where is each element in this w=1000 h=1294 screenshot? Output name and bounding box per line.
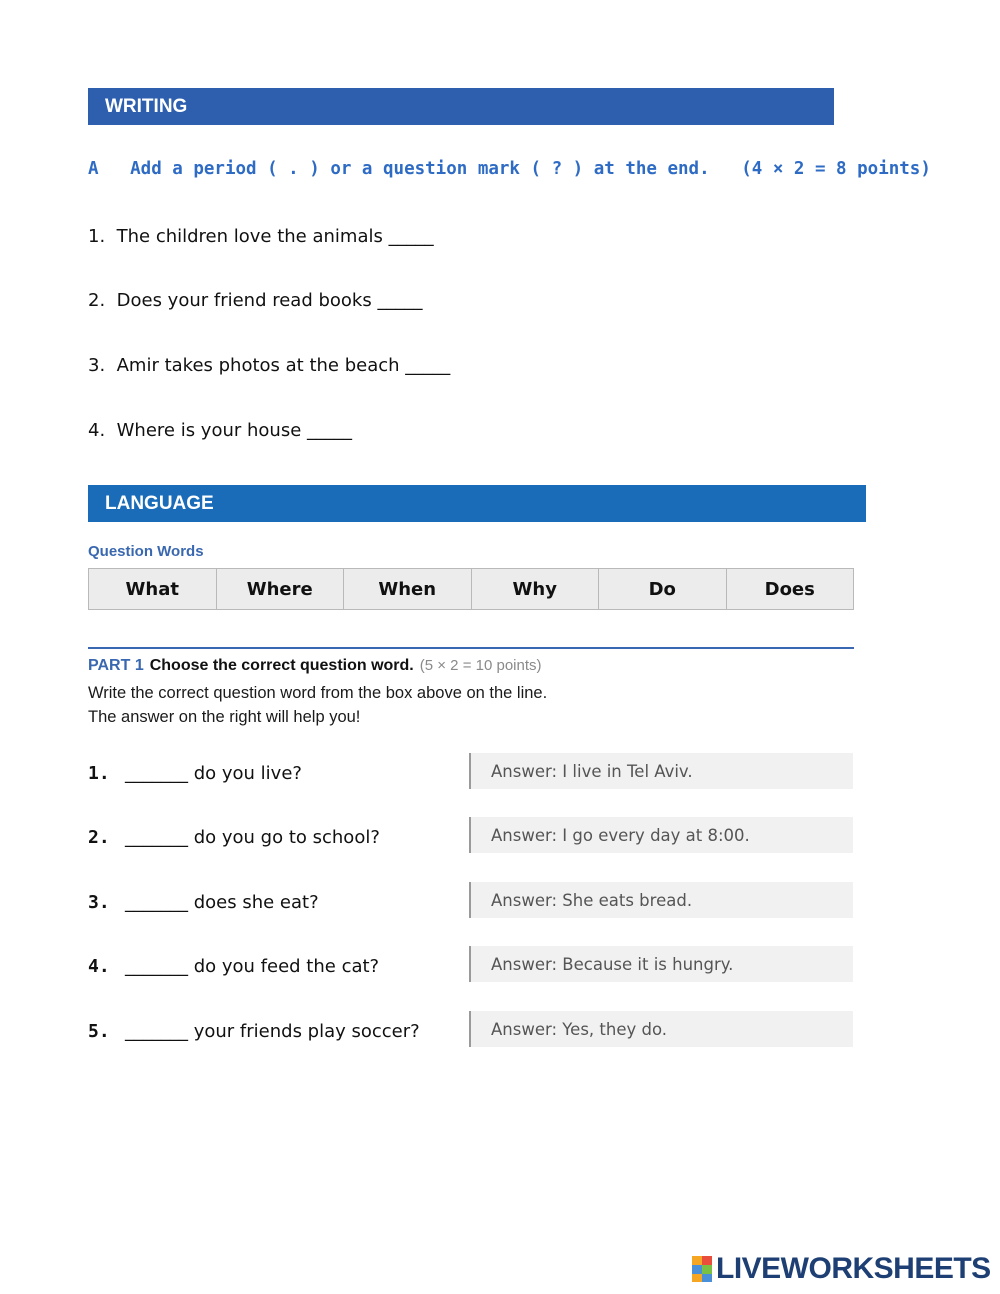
question-number: 1. — [88, 762, 110, 784]
writing-banner-title: WRITING — [105, 95, 188, 117]
answer-hint-5: Answer: Yes, they do. — [469, 1011, 853, 1047]
writing-question-1[interactable]: 1. The children love the animals _____ — [88, 226, 434, 247]
liveworksheets-logo — [692, 1253, 991, 1285]
question-number: 5. — [88, 1020, 110, 1042]
question-words-table — [88, 568, 854, 610]
language-question-2 — [88, 819, 380, 855]
question-words-label: Question Words — [88, 543, 204, 560]
writing-question-3[interactable]: 3. Amir takes photos at the beach _____ — [88, 355, 451, 376]
language-question-3 — [88, 884, 319, 920]
question-word-cell: Do — [599, 569, 727, 609]
part-number: PART 1 — [88, 657, 144, 674]
language-banner-title: LANGUAGE — [105, 492, 214, 514]
language-question-1 — [88, 755, 302, 791]
answer-hint-4: Answer: Because it is hungry. — [469, 946, 853, 982]
question-number: 4. — [88, 955, 110, 977]
answer-hint-1: Answer: I live in Tel Aviv. — [469, 753, 853, 789]
logo-blocks-icon — [692, 1256, 712, 1282]
logo-text: LIVEWORKSHEETS — [716, 1252, 991, 1285]
language-question-4 — [88, 948, 379, 984]
part-instruction-2: The answer on the right will help you! — [88, 708, 361, 726]
question-word-cell: Does — [764, 578, 815, 600]
language-question-5 — [88, 1013, 420, 1049]
language-section-banner — [88, 485, 866, 522]
answer-hint-3: Answer: She eats bread. — [469, 882, 853, 918]
section-divider — [88, 647, 854, 649]
question-text[interactable]: _______ do you go to school? — [125, 826, 380, 848]
question-word-cell: When — [344, 569, 472, 609]
part-title: Choose the correct question word. — [149, 657, 414, 674]
question-text[interactable]: _______ do you feed the cat? — [125, 955, 380, 977]
question-text[interactable]: _______ your friends play soccer? — [125, 1020, 420, 1042]
question-word-cell: What — [89, 569, 217, 609]
part-heading — [88, 657, 542, 675]
question-word-cell: Why — [472, 569, 600, 609]
section-a-instruction: A Add a period ( . ) or a question mark ( ? ) at the end. (4 × 2 = 8 points) — [88, 159, 931, 179]
writing-question-4[interactable]: 4. Where is your house _____ — [88, 420, 352, 441]
part-points: (5 × 2 = 10 points) — [419, 657, 542, 674]
question-word-cell: Where — [217, 569, 345, 609]
writing-section-banner — [88, 88, 834, 125]
question-text[interactable]: _______ does she eat? — [125, 891, 319, 913]
answer-hint-2: Answer: I go every day at 8:00. — [469, 817, 853, 853]
question-number: 2. — [88, 826, 110, 848]
part-instruction-1: Write the correct question word from the box above on the line. — [88, 684, 548, 702]
writing-question-2[interactable]: 2. Does your friend read books _____ — [88, 290, 423, 311]
question-number: 3. — [88, 891, 110, 913]
question-text[interactable]: _______ do you live? — [125, 762, 302, 784]
